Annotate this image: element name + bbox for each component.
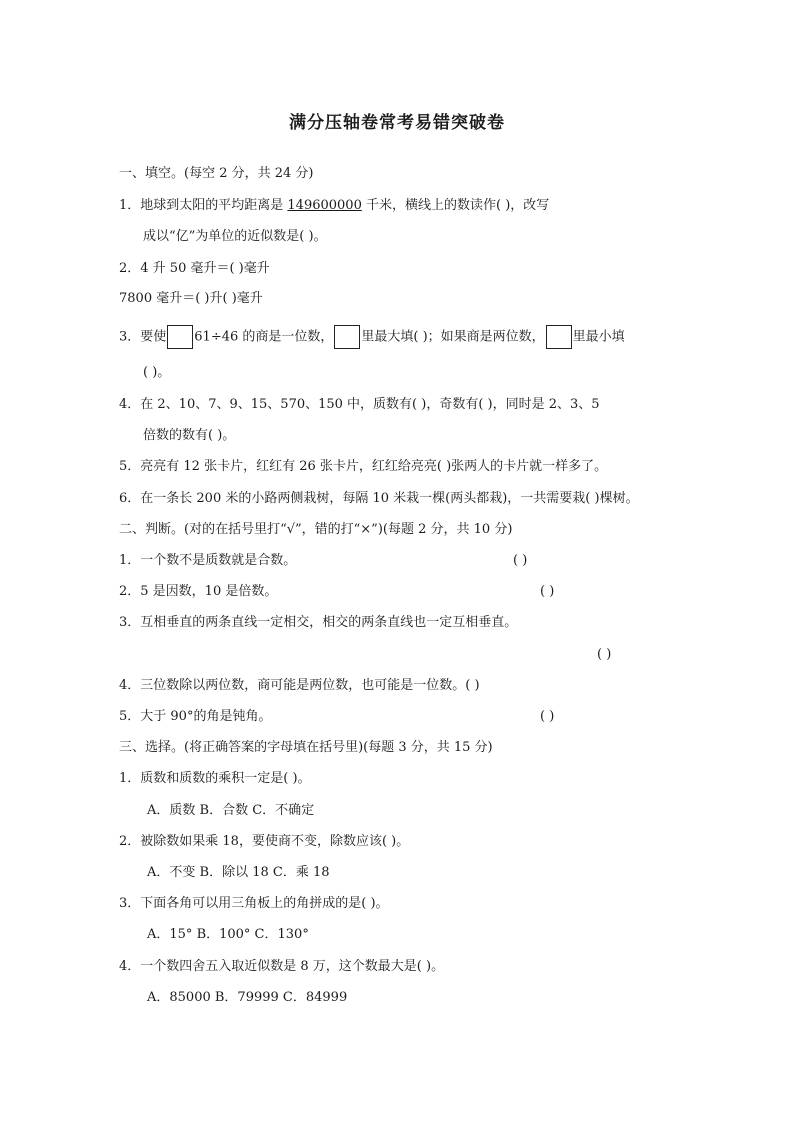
digit-box[interactable] [167, 325, 193, 349]
choice-question-1: 1．质数和质数的乘积一定是( )。 [119, 771, 311, 786]
section-heading-judge: 二、判断。(对的在括号里打“√”，错的打“×”)(每题 2 分，共 10 分) [119, 522, 513, 537]
judge-question-1: 1．一个数不是质数就是合数。 [119, 553, 297, 568]
fill-question-1-line-2: 成以“亿”为单位的近似数是( )。 [143, 229, 327, 244]
choice-options-4: A．85000 B．79999 C．84999 [147, 990, 348, 1005]
q1-text-b: 千米，横线上的数读作( )，改写 [361, 198, 550, 213]
answer-paren[interactable]: ( ) [597, 647, 612, 662]
q3-text-b: 61÷46 的商是一位数， [194, 329, 334, 345]
section-heading-choice: 三、选择。(将正确答案的字母填在括号里)(每题 3 分，共 15 分) [119, 740, 493, 755]
choice-options-3: A．15° B．100° C．130° [147, 927, 309, 942]
fill-question-4-line-2: 倍数的数有( )。 [143, 428, 236, 443]
fill-question-4-line-1: 4．在 2、10、7、9、15、570、150 中，质数有( )，奇数有( )，同时是 2、3、5 [119, 397, 600, 412]
fill-question-3-line-1 [119, 325, 625, 350]
fill-question-1-line-1 [119, 197, 549, 215]
answer-paren[interactable]: ( ) [513, 553, 528, 568]
q1-underlined-number: 149600000 [287, 198, 362, 213]
choice-question-3: 3．下面各角可以用三角板上的角拼成的是( )。 [119, 896, 389, 911]
judge-question-3: 3．互相垂直的两条直线一定相交，相交的两条直线也一定互相垂直。 [119, 615, 518, 630]
fill-question-5: 5．亮亮有 12 张卡片，红红有 26 张卡片，红红给亮亮( )张两人的卡片就一样多了。 [119, 459, 608, 474]
digit-box[interactable] [546, 325, 572, 349]
judge-question-4: 4．三位数除以两位数，商可能是两位数，也可能是一位数。( ) [119, 678, 480, 693]
choice-question-2: 2．被除数如果乘 18，要使商不变，除数应该( )。 [119, 834, 410, 849]
judge-question-2: 2．5 是因数，10 是倍数。 [119, 584, 278, 599]
q1-text-a: 1．地球到太阳的平均距离是 [119, 198, 288, 213]
fill-question-6: 6．在一条长 200 米的小路两侧栽树，每隔 10 米栽一棵(两头都栽)，一共需要栽( )棵树。 [119, 491, 639, 506]
judge-question-5: 5．大于 90°的角是钝角。 [119, 709, 272, 724]
choice-options-1: A．质数 B．合数 C．不确定 [147, 803, 315, 818]
choice-options-2: A．不变 B．除以 18 C．乘 18 [147, 865, 330, 880]
choice-question-4: 4．一个数四舍五入取近似数是 8 万，这个数最大是( )。 [119, 959, 445, 974]
fill-question-3-line-2: ( )。 [143, 365, 171, 380]
answer-paren[interactable]: ( ) [540, 584, 555, 599]
fill-question-2-line-1: 2．4 升 50 毫升＝( )毫升 [119, 261, 270, 276]
q3-text-d: 里最小填 [572, 329, 625, 345]
answer-paren[interactable]: ( ) [540, 709, 555, 724]
page-title: 满分压轴卷常考易错突破卷 [289, 113, 505, 133]
q3-text-a: 3．要使 [119, 329, 167, 345]
q3-text-c: 里最大填( )；如果商是两位数， [361, 329, 545, 345]
section-heading-fill: 一、填空。(每空 2 分，共 24 分) [119, 166, 314, 181]
digit-box[interactable] [334, 325, 360, 349]
fill-question-2-line-2: 7800 毫升＝( )升( )毫升 [119, 291, 263, 306]
